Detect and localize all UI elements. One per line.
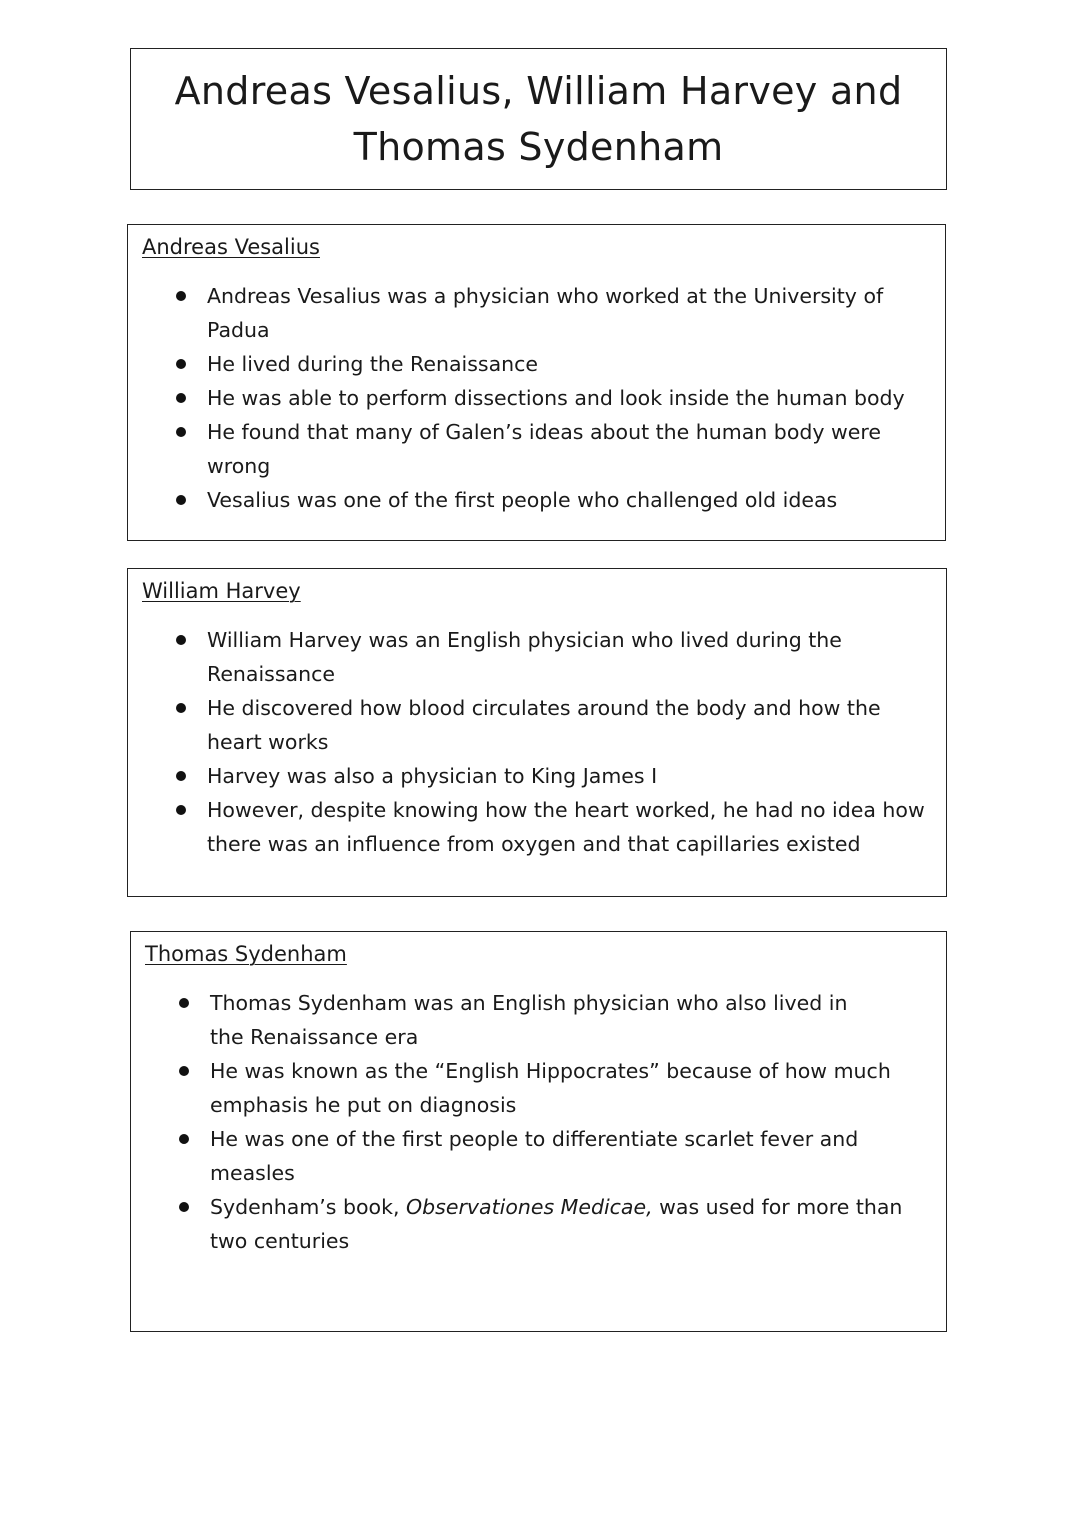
list-item: Andreas Vesalius was a physician who worked at the University of Padua xyxy=(172,279,905,347)
bullet-list-sydenham xyxy=(175,986,926,1258)
section-harvey xyxy=(127,568,947,897)
list-item: Vesalius was one of the first people who challenged old ideas xyxy=(172,483,905,517)
bullet-icon xyxy=(179,1066,189,1076)
bullet-icon xyxy=(176,635,186,645)
bullet-icon xyxy=(176,393,186,403)
bullet-icon xyxy=(176,771,186,781)
bullet-icon xyxy=(176,703,186,713)
book-title: Observationes Medicae, xyxy=(406,1195,653,1219)
section-heading-sydenham: Thomas Sydenham xyxy=(145,942,347,966)
book-bullet-text: Sydenham’s book, Observationes Medicae, was used for more than two centuries xyxy=(210,1195,903,1253)
bullet-icon xyxy=(179,998,189,1008)
list-item: He was known as the “English Hippocrates” because of how much emphasis he put on diagnosis xyxy=(175,1054,926,1122)
list-item: He lived during the Renaissance xyxy=(172,347,905,381)
list-item: He found that many of Galen’s ideas about the human body were wrong xyxy=(172,415,905,483)
bullet-list-vesalius xyxy=(172,279,905,517)
bullet-icon xyxy=(176,359,186,369)
bullet-icon xyxy=(176,291,186,301)
bullet-icon xyxy=(176,427,186,437)
list-item: He was able to perform dissections and look inside the human body xyxy=(172,381,905,415)
list-item: He discovered how blood circulates around the body and how the heart works xyxy=(172,691,936,759)
bullet-icon xyxy=(179,1202,189,1212)
bullet-icon xyxy=(176,495,186,505)
bullet-list-harvey xyxy=(172,623,936,861)
bullet-icon xyxy=(176,805,186,815)
list-item: Thomas Sydenham was an English physician who also lived in the Renaissance era xyxy=(175,986,926,1054)
page-title-line-2: Thomas Sydenham xyxy=(353,125,724,169)
list-item: However, despite knowing how the heart worked, he had no idea how there was an influence from oxygen and that capillaries existed xyxy=(172,793,936,861)
section-heading-harvey: William Harvey xyxy=(142,579,301,603)
list-item: He was one of the first people to differentiate scarlet fever and measles xyxy=(175,1122,926,1190)
list-item: Harvey was also a physician to King James I xyxy=(172,759,936,793)
page-title-line-1: Andreas Vesalius, William Harvey and xyxy=(174,69,903,113)
bullet-icon xyxy=(179,1134,189,1144)
section-sydenham xyxy=(130,931,947,1332)
section-heading-vesalius: Andreas Vesalius xyxy=(142,235,320,259)
list-item xyxy=(175,1190,926,1258)
list-item: William Harvey was an English physician who lived during the Renaissance xyxy=(172,623,936,691)
title-box xyxy=(130,48,947,190)
section-vesalius xyxy=(127,224,946,541)
